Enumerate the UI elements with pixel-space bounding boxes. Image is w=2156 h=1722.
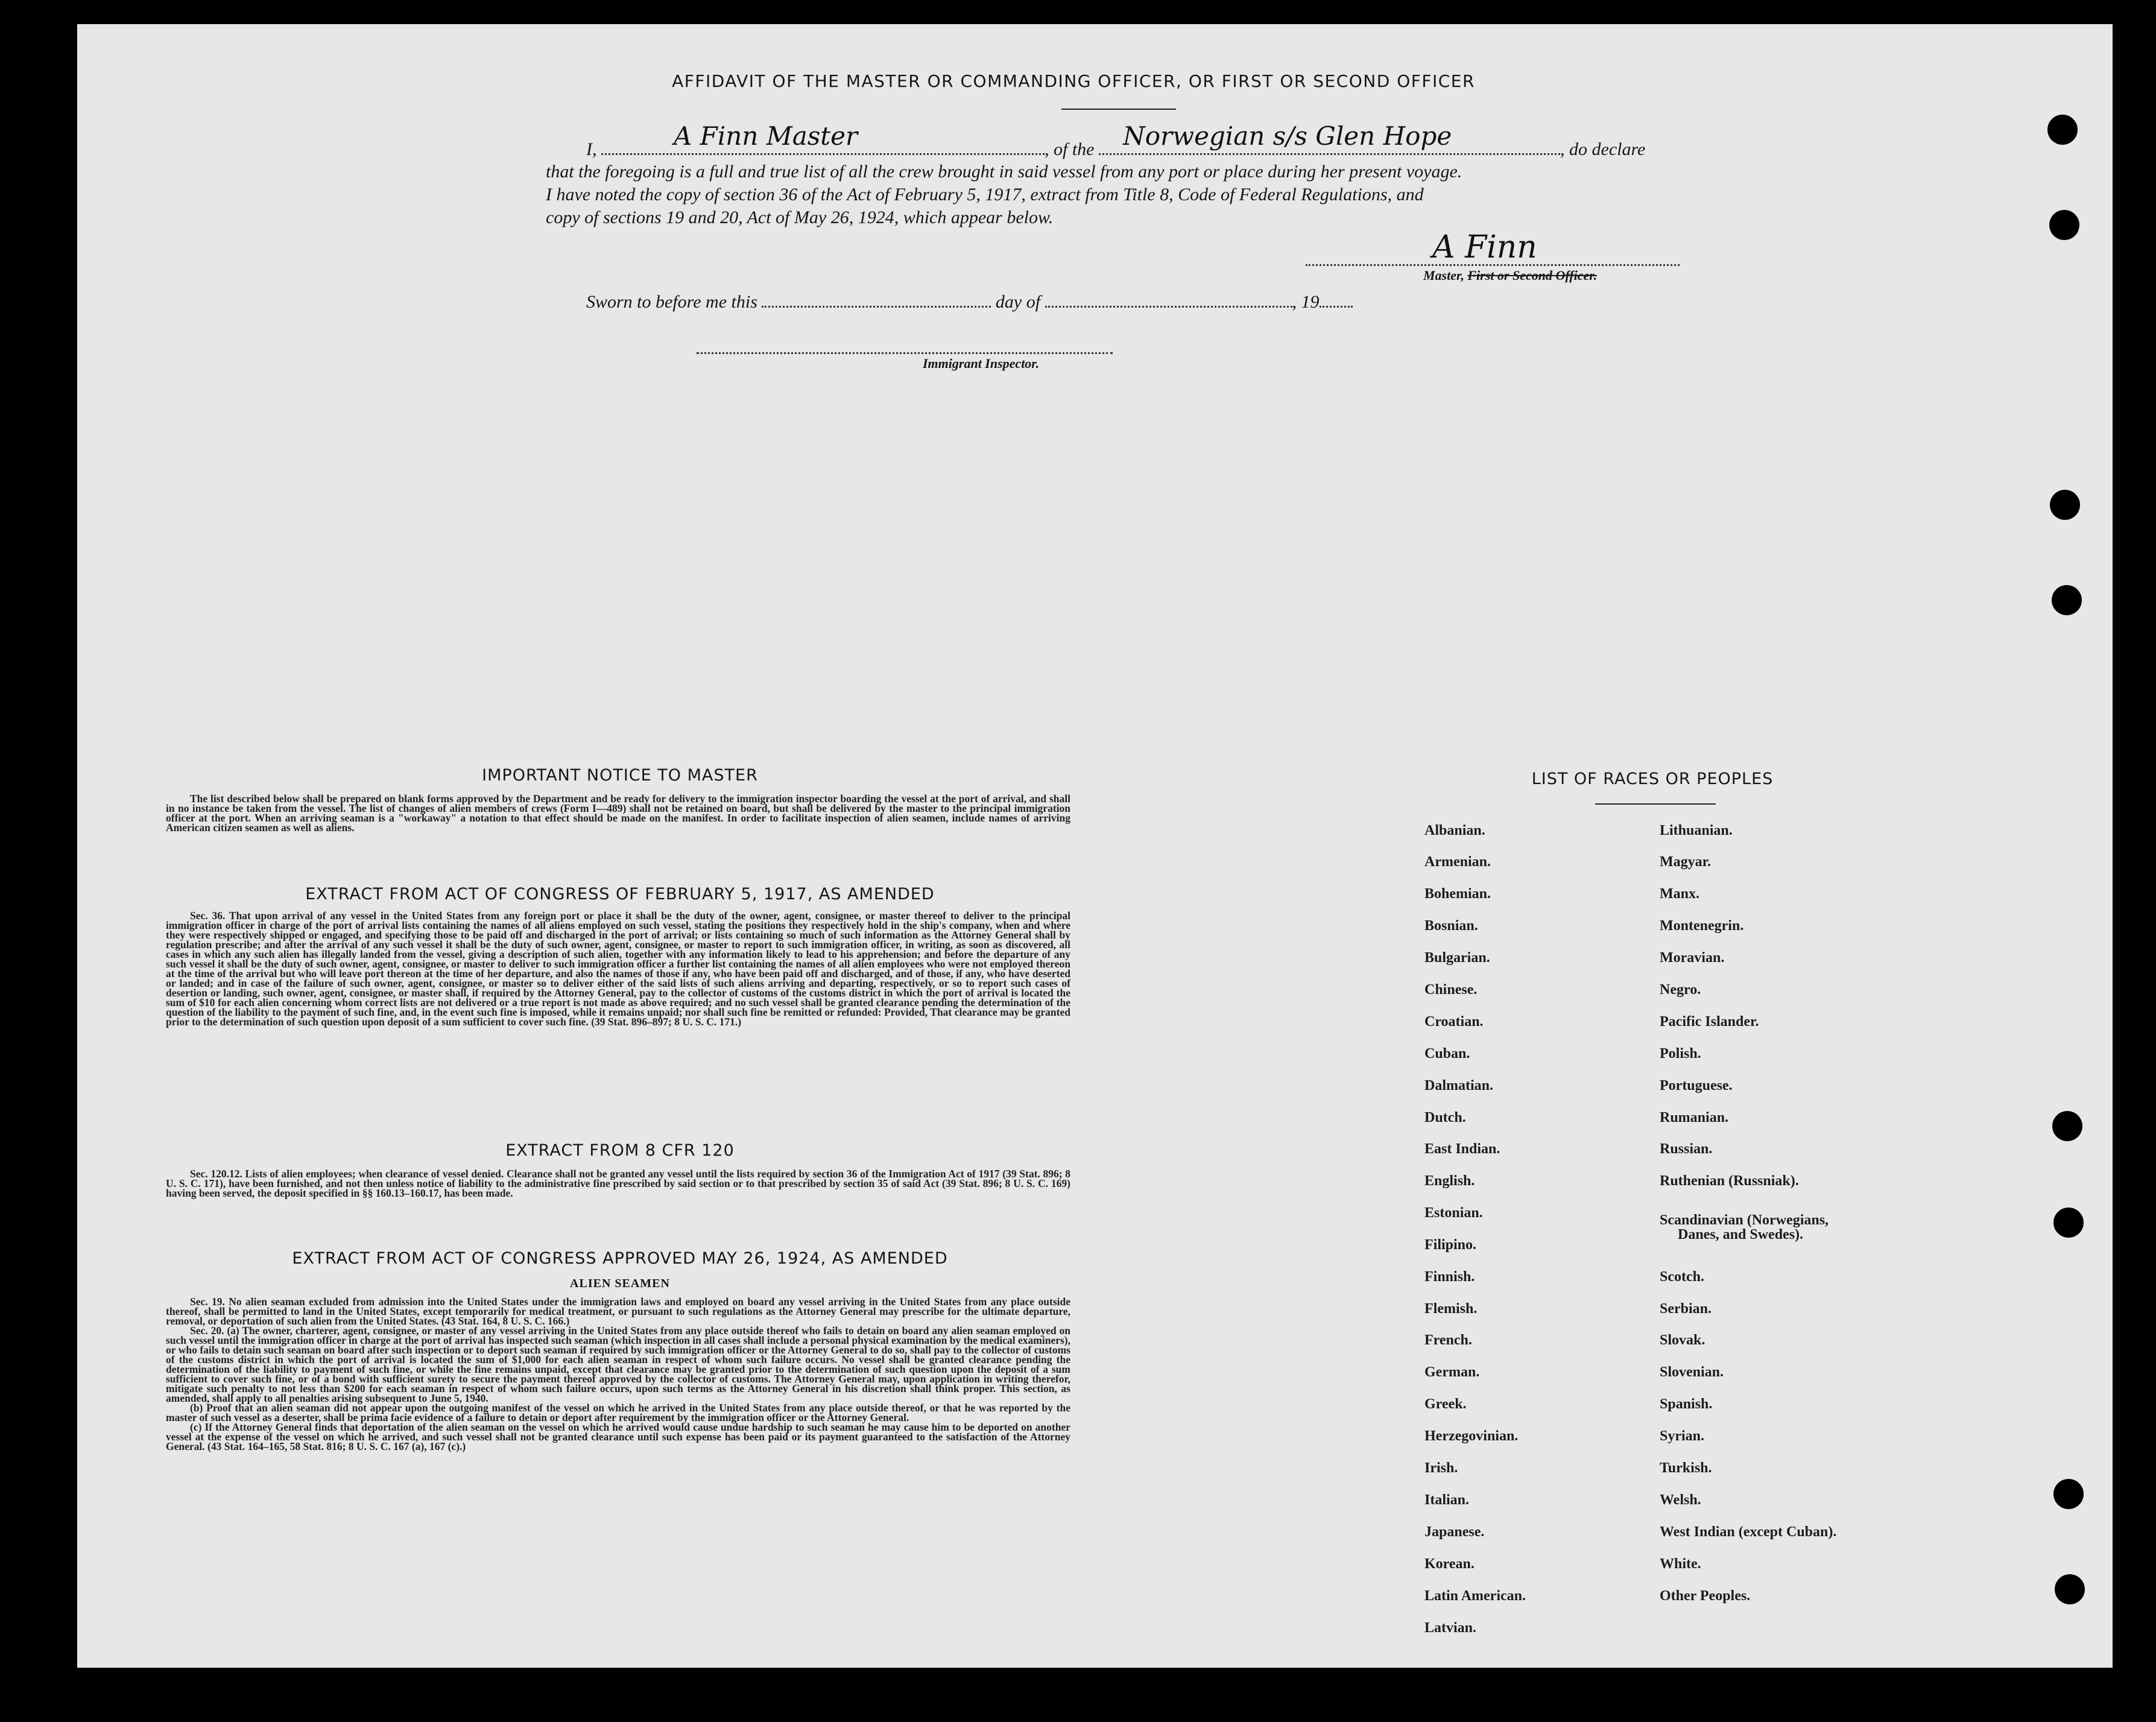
sec-20a-paragraph: Sec. 20. (a) The owner, charterer, agent, consignee, or master of any vessel arriving in the United States from any place outside thereof who fails to detain on board any alien seaman employed on such vessel until the immigration officer in charge at the port of arrival has inspected such seaman (which inspection in all cases shall include a personal physical examination by the medical examiners), or who fails to detain such seaman on board after such inspection or to deport such seaman if required by such immigration officer or the Attorney General to do so, shall pay to the collector of customs of the customs district in which the port of arrival is located the sum of $1,000 for each alien seaman in respect of whom such failure occurs. No vessel shall be granted clearance pending the determination of the liability to payment of such fine, or while the fine remains unpaid, except that clearance may be granted prior to the determination of such question upon the deposit of a sum sufficient to cover such fine, or of a bond with sufficient surety to secure the payment thereof approved by the collector of customs. The Attorney General may, upon application in writing therefor, mitigate such penalty to not less than $200 for each seaman in respect of whom such failure occurs, upon such terms as the Attorney General in his discretion shall think proper. This section, as amended, shall apply to all penalties arising subsequent to June 5, 1940. — [166, 1325, 1070, 1404]
race-item: Slovenian. — [1660, 1364, 1724, 1380]
alien-seamen-subtitle: ALIEN SEAMEN — [570, 1277, 670, 1290]
race-item: Bosnian. — [1424, 918, 1478, 934]
race-item: Filipino. — [1424, 1237, 1477, 1253]
race-item: Finnish. — [1424, 1269, 1475, 1285]
notice-paragraph: The list described below shall be prepared on blank forms approved by the Department and be ready for delivery to the immigration inspector boarding the vessel at the port of arrival, and shall in no instance be taken from the vessel. The list of changes of alien members of crews (Form I—489) shall not be retained on board, but shall be delivered by the master to the principal immigration officer at the port. When an arriving seaman is a "workaway" a notation to that effect should be made on the manifest. In order to facilitate inspection of alien seamen, include names of arriving American citizen seamen as well as aliens. — [166, 793, 1070, 834]
race-item: Estonian. — [1424, 1205, 1483, 1221]
race-item: Manx. — [1660, 886, 1699, 902]
race-item: Latin American. — [1424, 1588, 1526, 1604]
extract-1917-text — [166, 911, 1070, 1027]
signature-label — [1423, 268, 1597, 283]
race-item: Pacific Islander. — [1660, 1014, 1759, 1030]
do-declare-label: , do declare — [1560, 139, 1646, 159]
race-item: Dalmatian. — [1424, 1078, 1493, 1094]
inspector-signature-field[interactable] — [697, 343, 1113, 354]
race-item: Flemish. — [1424, 1301, 1478, 1317]
struck-officer-label: First or Second Officer. — [1467, 268, 1598, 283]
extract-cfr-paragraph: Sec. 120.12. Lists of alien employees; when clearance of vessel denied. Clearance shall not be granted any vessel until the lists required by section 36 of the Immigration Act of 1917 (39 Stat. 896; 8 U. S. C. 171), have been furnished, and not then unless notice of liability to the administrative fine prescribed by said section or to that prescribed by section 35 of said Act (39 Stat. 896; 8 U. S. C. 169) having been served, the deposit specified in §§ 160.13–160.17, has been made. — [166, 1168, 1070, 1199]
year-label: , 19 — [1292, 292, 1320, 312]
race-item: Irish. — [1424, 1460, 1458, 1476]
sworn-line — [586, 292, 1353, 312]
sworn-day-field[interactable] — [762, 293, 991, 308]
race-item: Syrian. — [1660, 1428, 1705, 1444]
race-item: Danes, and Swedes). — [1678, 1227, 1804, 1242]
race-item: Greek. — [1424, 1396, 1467, 1412]
vessel-name-field[interactable] — [1099, 121, 1560, 155]
binder-hole — [2049, 210, 2079, 240]
sec-20c-paragraph: (c) If the Attorney General finds that deportation of the alien seaman on the vessel on which he arrived would cause undue hardship to such seaman he may cause him to be deported on another vessel at the expense of the vessel on which he arrived, and such vessel shall not be granted clearance until such expense has been paid or its payment guaranteed to the satisfaction of the Attorney General. (43 Stat. 164–165, 58 Stat. 816; 8 U. S. C. 167 (a), 167 (c).) — [166, 1421, 1070, 1452]
extract-1924-text — [166, 1297, 1070, 1451]
master-label: Master, — [1423, 268, 1464, 283]
binder-hole — [2055, 1574, 2085, 1604]
race-item: Portuguese. — [1660, 1078, 1733, 1094]
race-item: Serbian. — [1660, 1301, 1712, 1317]
vessel-name-handwriting: Norwegian s/s Glen Hope — [1123, 121, 1452, 151]
race-item: Ruthenian (Russniak). — [1660, 1173, 1799, 1189]
binder-hole — [2052, 585, 2082, 615]
race-item: French. — [1424, 1332, 1472, 1348]
master-signature: A Finn — [1432, 229, 1537, 265]
race-item: Scotch. — [1660, 1269, 1704, 1285]
race-item: Cuban. — [1424, 1046, 1470, 1062]
master-name-field[interactable] — [601, 121, 1045, 155]
sec-19-paragraph: Sec. 19. No alien seaman excluded from admission into the United States under the immigration laws and employed on board any vessel arriving in the United States from any place outside thereof, shall be permitted to land in the United States, except temporarily for medical treatment, or pursuant to such regulations as the Attorney General may prescribe for the ultimate departure, removal, or deportation of such alien from the United States. (43 Stat. 164, 8 U. S. C. 166.) — [166, 1296, 1070, 1327]
races-title: LIST OF RACES OR PEOPLES — [1531, 770, 1774, 788]
binder-hole — [2053, 1479, 2084, 1509]
sworn-label: Sworn to before me this — [586, 292, 757, 312]
race-item: English. — [1424, 1173, 1475, 1189]
race-item: White. — [1660, 1556, 1701, 1572]
race-item: Slovak. — [1660, 1332, 1706, 1348]
binder-hole — [2050, 490, 2080, 520]
affidavit-line-4: copy of sections 19 and 20, Act of May 26, 1924, which appear below. — [546, 207, 1054, 227]
race-item: Lithuanian. — [1660, 823, 1733, 838]
master-name-handwriting: A Finn Master — [674, 121, 858, 151]
race-item: Welsh. — [1660, 1492, 1701, 1508]
binder-hole — [2047, 115, 2078, 145]
race-item: Croatian. — [1424, 1014, 1484, 1030]
affidavit-title: AFFIDAVIT OF THE MASTER OR COMMANDING OFFICER, OR FIRST OR SECOND OFFICER — [672, 71, 1475, 91]
race-item: Russian. — [1660, 1141, 1713, 1157]
sec-20b-paragraph: (b) Proof that an alien seaman did not appear upon the outgoing manifest of the vessel on which he arrived in the United States from any place outside thereof, or that he was reported by the master of such vessel as a deserter, shall be prima facie evidence of a failure to detain or deport after requirement by the immigration officer or the Attorney General. — [166, 1402, 1070, 1423]
extract-cfr-text — [166, 1169, 1070, 1198]
race-item: Polish. — [1660, 1046, 1701, 1062]
race-item: Chinese. — [1424, 982, 1478, 998]
race-item: Turkish. — [1660, 1460, 1712, 1476]
extract-cfr-title: EXTRACT FROM 8 CFR 120 — [505, 1141, 735, 1160]
extract-1924-title: EXTRACT FROM ACT OF CONGRESS APPROVED MAY 26, 1924, AS AMENDED — [292, 1249, 948, 1268]
inspector-label: Immigrant Inspector. — [923, 356, 1040, 371]
race-item: West Indian (except Cuban). — [1660, 1524, 1837, 1540]
race-item: Albanian. — [1424, 823, 1485, 838]
extract-1917-paragraph: Sec. 36. That upon arrival of any vessel in the United States from any foreign port or place it shall be the duty of the owner, agent, consignee, or master thereof to deliver to the principal immigration officer in charge of the port of arrival lists containing the names of all aliens employed on such vessel, stating the positions they respectively hold in the ship's company, when and where they were respectively shipped or engaged, and specifying those to be paid off and discharged in the port of arrival; or lists containing so much of such information as the Attorney General shall by regulation prescribe; and after the arrival of any such vessel it shall be the duty of such owner, agent, consignee, or master to report to such immigration officer, in writing, as soon as discovered, all cases in which any such alien has illegally landed from the vessel, giving a description of such alien, together with any information likely to lead to his apprehension; and before the departure of any such vessel it shall be the duty of such owner, agent, consignee, or master to deliver to such immigration officer a further list containing the names of all alien employees who were not employed thereon at the time of the arrival but who will leave port thereon at the time of her departure, and also the names of those if any, who have been paid off and discharged, and of those, if any, who have deserted or landed; and in case of the failure of such owner, agent, consignee, or master so to deliver either of the said lists of such aliens arriving and departing, respectively, or so to report such cases of desertion or landing, such owner, agent, consignee, or master shall, if required by the Attorney General, pay to the collector of customs of the customs district in which the port of arrival is located the sum of $10 for each alien concerning whom correct lists are not delivered or a true report is not made as above required; and no such vessel shall be granted clearance pending the determination of the question of the liability to the payment of such fine, and, in the event such fine is imposed, while it remains unpaid; nor shall such fine be remitted or refunded: Provided, That clearance may be granted prior to the determination of such question upon deposit of a sum sufficient to cover such fine. (39 Stat. 896–897; 8 U. S. C. 171.) — [166, 910, 1070, 1028]
race-item: East Indian. — [1424, 1141, 1500, 1157]
race-item: Japanese. — [1424, 1524, 1485, 1540]
race-item: Latvian. — [1424, 1620, 1477, 1636]
notice-title: IMPORTANT NOTICE TO MASTER — [482, 766, 758, 785]
race-item: German. — [1424, 1364, 1480, 1380]
extract-1917-title: EXTRACT FROM ACT OF CONGRESS OF FEBRUARY 5, 1917, AS AMENDED — [305, 885, 935, 904]
race-item: Negro. — [1660, 982, 1701, 998]
race-item: Montenegrin. — [1660, 918, 1744, 934]
sworn-month-field[interactable] — [1045, 293, 1292, 308]
race-item: Magyar. — [1660, 854, 1712, 870]
race-item: Korean. — [1424, 1556, 1475, 1572]
i-label: I, — [586, 139, 597, 159]
race-item: Herzegovinian. — [1424, 1428, 1519, 1444]
race-item: Other Peoples. — [1660, 1588, 1751, 1604]
race-item: Moravian. — [1660, 950, 1725, 966]
race-item: Bohemian. — [1424, 886, 1491, 902]
of-the-label: , of the — [1045, 139, 1095, 159]
race-item: Scandinavian (Norwegians, — [1660, 1212, 1829, 1228]
race-item: Bulgarian. — [1424, 950, 1490, 966]
race-item: Rumanian. — [1660, 1110, 1729, 1125]
day-of-label: day of — [995, 292, 1041, 312]
affidavit-line-3: I have noted the copy of section 36 of the Act of February 5, 1917, extract from Title 8, Code of Federal Regulations, and — [546, 185, 1424, 204]
binder-hole — [2052, 1111, 2082, 1141]
affidavit-line-1 — [586, 121, 1646, 160]
affidavit-line-2: that the foregoing is a full and true list of all the crew brought in said vessel from any port or place during her present voyage. — [546, 162, 1462, 182]
race-item: Armenian. — [1424, 854, 1491, 870]
binder-hole — [2053, 1208, 2084, 1238]
signature-field[interactable] — [1306, 229, 1680, 266]
race-item: Spanish. — [1660, 1396, 1713, 1412]
sworn-year-field[interactable] — [1320, 293, 1353, 308]
races-title-underline — [1595, 803, 1716, 805]
notice-text — [166, 794, 1070, 832]
race-item: Dutch. — [1424, 1110, 1466, 1125]
title-underline — [1061, 109, 1176, 110]
race-item: Italian. — [1424, 1492, 1470, 1508]
